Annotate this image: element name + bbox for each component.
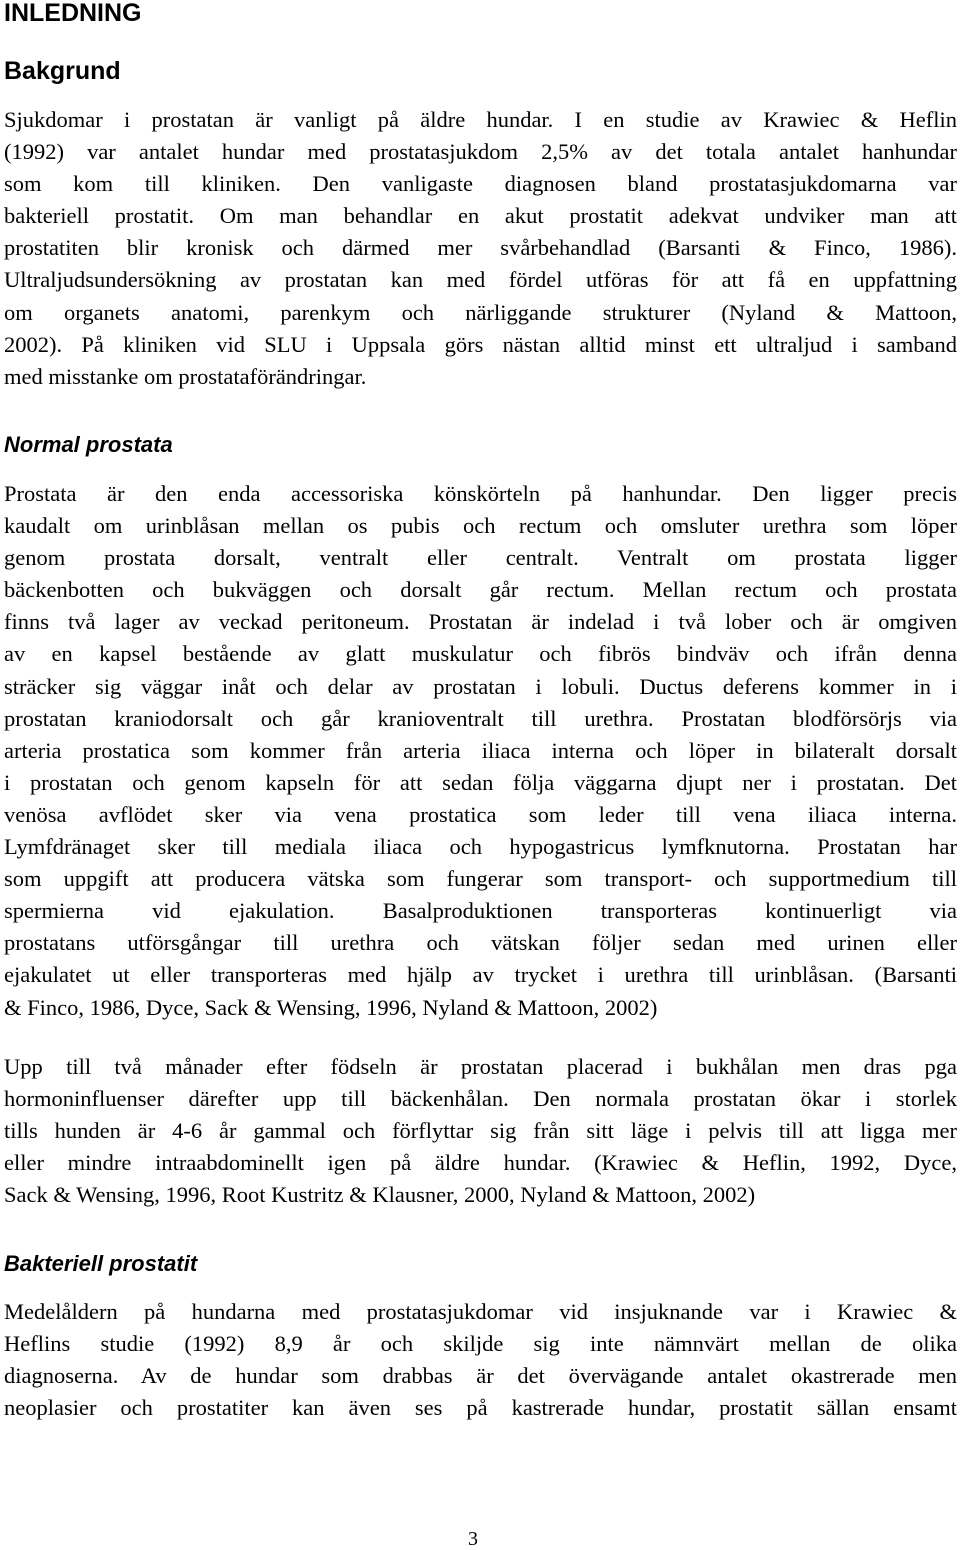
text-line: Sjukdomar i prostatan är vanligt på äldre hundar. I en studie av Krawiec & Heflin xyxy=(4,107,957,132)
text-line: spermierna vid ejakulation. Basalproduktionen transporteras kontinuerligt via xyxy=(4,898,957,924)
text-line: (1992) var antalet hundar med prostatasjukdom 2,5% av det totala antalet hanhundar xyxy=(4,139,957,165)
paragraph-normal-prostata xyxy=(4,478,957,1024)
text-line: diagnoserna. Av de hundar som drabbas är det övervägande antalet okastrerade men xyxy=(4,1363,957,1389)
text-line: med misstanke om prostataförändringar. xyxy=(4,363,367,389)
text-line: bakteriell prostatit. Om man behandlar en akut prostatit adekvat undviker man att xyxy=(4,203,957,229)
text-line: om organets anatomi, parenkym och närliggande strukturer (Nyland & Mattoon, xyxy=(4,299,957,325)
text-line: & Finco, 1986, Dyce, Sack & Wensing, 1996, Nyland & Mattoon, 2002) xyxy=(4,994,658,1020)
section-title-bakgrund: Bakgrund xyxy=(4,57,121,85)
text-line: tills hunden är 4-6 år gammal och förflyttar sig från sitt läge i pelvis till att ligga mer xyxy=(4,1118,957,1144)
text-line: kaudalt om urinblåsan mellan os pubis och rectum och omsluter urethra som löper xyxy=(4,513,957,539)
text-line: Sack & Wensing, 1996, Root Kustritz & Klausner, 2000, Nyland & Mattoon, 2002) xyxy=(4,1182,756,1208)
text-line: sträcker sig väggar inåt och delar av prostatan i lobuli. Ductus deferens kommer in i xyxy=(4,673,957,699)
paragraph-normal-prostata-2 xyxy=(4,1051,957,1211)
text-line: bäckenbotten och bukväggen och dorsalt går rectum. Mellan rectum och prostata xyxy=(4,577,957,603)
text-line: Upp till två månader efter födseln är prostatan placerad i bukhålan men dras pga xyxy=(4,1054,957,1079)
text-line: Heflins studie (1992) 8,9 år och skiljde sig inte nämnvärt mellan de olika xyxy=(4,1331,957,1357)
text-line: neoplasier och prostatiter kan även ses på kastrerade hundar, prostatit sällan ensamt xyxy=(4,1395,957,1421)
text-line: i prostatan och genom kapseln för att sedan följa väggarna djupt ner i prostatan. Det xyxy=(4,769,957,795)
text-line: prostatiten blir kronisk och därmed mer svårbehandlad (Barsanti & Finco, 1986). xyxy=(4,235,957,261)
chapter-title: INLEDNING xyxy=(4,0,142,27)
text-line: Medelåldern på hundarna med prostatasjukdomar vid insjuknande var i Krawiec & xyxy=(4,1299,957,1324)
text-line: finns två lager av veckad peritoneum. Prostatan är indelad i två lober och är omgiven xyxy=(4,609,957,635)
text-line: ejakulatet ut eller transporteras med hjälp av trycket i urethra till urinblåsan. (Barsanti xyxy=(4,962,957,988)
paragraph-bakteriell-prostatit xyxy=(4,1296,957,1424)
text-line: som uppgift att producera vätska som fungerar som transport- och supportmedium till xyxy=(4,866,957,892)
text-line: prostatan kraniodorsalt och går kranioventralt till urethra. Prostatan blodförsörjs via xyxy=(4,705,957,731)
paragraph-bakgrund xyxy=(4,104,957,393)
text-line: Ultraljudsundersökning av prostatan kan med fördel utföras för att få en uppfattning xyxy=(4,267,957,293)
text-line: arteria prostatica som kommer från arteria iliaca interna och löper in bilateralt dorsalt xyxy=(4,737,957,763)
text-line: som kom till kliniken. Den vanligaste diagnosen bland prostatasjukdomarna var xyxy=(4,171,957,197)
page-number: 3 xyxy=(468,1528,478,1550)
text-line: prostatans utförsgångar till urethra och vätskan följer sedan med urinen eller xyxy=(4,930,957,956)
text-line: eller mindre intraabdominellt igen på äldre hundar. (Krawiec & Heflin, 1992, Dyce, xyxy=(4,1150,957,1176)
subsection-title-normal-prostata: Normal prostata xyxy=(4,432,173,457)
text-line: venösa avflödet sker via vena prostatica som leder till vena iliaca interna. xyxy=(4,801,957,827)
text-line: 2002). På kliniken vid SLU i Uppsala görs nästan alltid minst ett ultraljud i samband xyxy=(4,331,957,357)
text-line: genom prostata dorsalt, ventralt eller centralt. Ventralt om prostata ligger xyxy=(4,545,957,571)
text-line: hormoninfluenser därefter upp till bäckenhålan. Den normala prostatan ökar i storlek xyxy=(4,1086,957,1112)
text-line: Lymfdränaget sker till mediala iliaca och hypogastricus lymfknutorna. Prostatan har xyxy=(4,834,957,860)
subsection-title-bakteriell-prostatit: Bakteriell prostatit xyxy=(4,1251,198,1276)
text-line: Prostata är den enda accessoriska könskörteln på hanhundar. Den ligger precis xyxy=(4,481,957,506)
text-line: av en kapsel bestående av glatt muskulatur och fibrös bindväv och ifrån denna xyxy=(4,641,957,667)
